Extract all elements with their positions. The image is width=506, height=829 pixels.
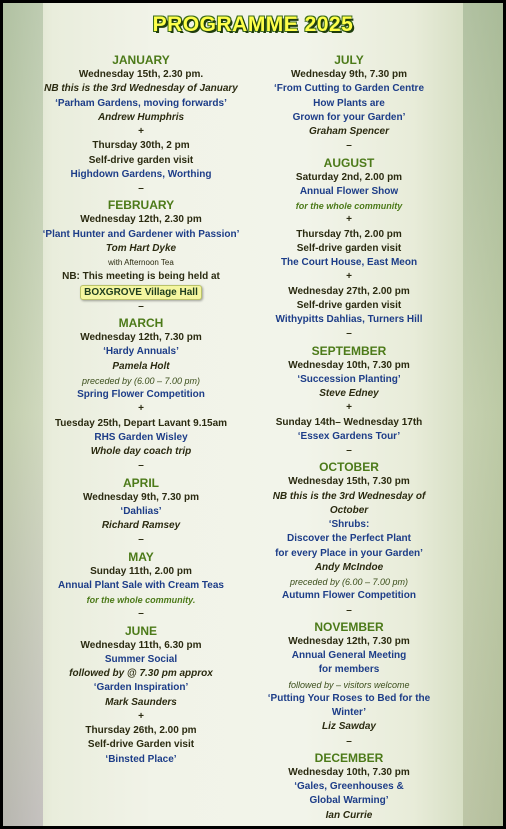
- month-heading: AUGUST: [323, 155, 375, 170]
- event-title: The Court House, East Meon: [280, 257, 418, 268]
- separator: –: [346, 140, 352, 152]
- event-date: Wednesday 15th, 2.30 pm.: [78, 69, 204, 80]
- event-date: Wednesday 12th, 2.30 pm: [80, 214, 202, 226]
- month-heading: MARCH: [118, 316, 164, 330]
- event-date: Wednesday 10th, 7.30 pm: [288, 359, 410, 371]
- event-title: ‘Hardy Annuals’: [103, 346, 179, 358]
- right-column: [229, 51, 469, 823]
- speaker-name: Liz Sawday: [322, 721, 376, 733]
- speaker-name: Andrew Humphris: [97, 111, 185, 123]
- venue-badge-label: BOXGROVE Village Hall: [80, 285, 202, 300]
- event-date: Thursday 26th, 2.00 pm: [85, 725, 197, 736]
- preceded-note: followed by – visitors welcome: [288, 679, 410, 690]
- event-title: Annual General Meeting: [291, 650, 407, 661]
- event-date: Sunday 14th– Wednesday 17th: [275, 416, 423, 428]
- speaker-name: Graham Spencer: [308, 126, 390, 137]
- separator: –: [138, 608, 144, 620]
- separator: –: [138, 534, 144, 546]
- separator: +: [346, 271, 352, 283]
- event-title: ‘Plant Hunter and Gardener with Passion’: [42, 228, 240, 240]
- speaker-name: Andy McIndoe: [314, 561, 384, 573]
- event-title: ‘Shrubs:: [328, 519, 370, 530]
- event-date: Sunday 11th, 2.00 pm: [90, 565, 192, 577]
- separator: –: [346, 604, 352, 616]
- event-date: Self-drive garden visit: [296, 242, 402, 254]
- event-title: ‘Dahlias’: [120, 505, 162, 517]
- separator: +: [138, 403, 144, 415]
- event-date: Wednesday 27th, 2.00 pm: [288, 285, 410, 297]
- month-heading: JANUARY: [112, 53, 170, 67]
- speaker-name: Mark Saunders: [105, 696, 177, 708]
- event-date: Wednesday 12th, 7.30 pm: [80, 332, 202, 343]
- event-title: ‘Garden Inspiration’: [93, 682, 189, 694]
- event-title: Annual Plant Sale with Cream Teas: [58, 579, 224, 591]
- left-column: [21, 51, 261, 767]
- event-title: Winter’: [331, 707, 367, 718]
- event-date: Self-drive garden visit: [296, 299, 402, 311]
- separator: –: [138, 183, 144, 194]
- separator: –: [346, 735, 352, 747]
- event-date: Wednesday 9th, 7.30 pm: [83, 491, 199, 503]
- event-title: ‘Binsted Place’: [105, 753, 177, 765]
- event-date: Thursday 30th, 2 pm: [92, 140, 190, 152]
- separator: –: [138, 460, 144, 472]
- event-date: Self-drive garden visit: [88, 154, 194, 166]
- event-title: ‘Succession Planting’: [297, 373, 401, 385]
- community-note: for the whole community.: [86, 595, 196, 605]
- speaker-name: Tom Hart Dyke: [105, 242, 177, 254]
- event-date: NB: This meeting is being held at: [62, 271, 220, 283]
- separator: +: [346, 402, 352, 414]
- speaker-name: Steve Edney: [319, 388, 379, 399]
- event-title: ‘Parham Gardens, moving forwards’: [55, 97, 227, 109]
- event-date: Wednesday 12th, 7.30 pm: [288, 635, 410, 647]
- month-heading: OCTOBER: [319, 460, 379, 475]
- speaker-name: Richard Ramsey: [101, 520, 181, 531]
- event-date: Wednesday 9th, 7.30 pm: [291, 69, 407, 80]
- event-title: ‘Gales, Greenhouses &: [294, 781, 404, 792]
- speaker-name: Pamela Holt: [112, 360, 170, 372]
- preceded-note: preceded by (6.00 – 7.00 pm): [289, 577, 409, 587]
- event-date: Wednesday 11th, 6.30 pm: [80, 639, 202, 651]
- event-date: Wednesday 15th, 7.30 pm: [288, 476, 410, 488]
- event-title: Discover the Perfect Plant: [287, 533, 411, 545]
- event-date: Saturday 2nd, 2.00 pm: [295, 171, 403, 183]
- event-title: ‘From Cutting to Garden Centre: [274, 83, 424, 95]
- event-date: Self-drive Garden visit: [87, 739, 195, 751]
- event-title: Highdown Gardens, Worthing: [70, 168, 212, 180]
- event-date: Wednesday 10th, 7.30 pm: [288, 766, 410, 778]
- separator: –: [138, 300, 144, 312]
- speaker-name: followed by @ 7.30 pm approx: [69, 668, 213, 679]
- month-heading: JULY: [334, 53, 364, 67]
- event-date: Tuesday 25th, Depart Lavant 9.15am: [54, 417, 228, 429]
- note-text: NB this is the 3rd Wednesday of: [272, 490, 426, 502]
- month-heading: MAY: [128, 549, 154, 564]
- month-heading: SEPTEMBER: [311, 343, 387, 358]
- event-title: for members: [318, 664, 380, 676]
- note-text: NB this is the 3rd Wednesday of January: [44, 83, 238, 95]
- month-heading: JUNE: [124, 623, 157, 638]
- separator: +: [138, 710, 144, 722]
- page-title: PROGRAMME 2025: [152, 13, 354, 36]
- event-title: for every Place in your Garden’: [275, 547, 423, 559]
- preceded-note: preceded by (6.00 – 7.00 pm): [81, 375, 201, 386]
- event-title: Grown for your Garden’: [292, 111, 406, 123]
- event-title: Withypitts Dahlias, Turners Hill: [275, 314, 423, 325]
- separator: –: [346, 445, 352, 456]
- event-title: Spring Flower Competition: [77, 389, 205, 400]
- speaker-name: Ian Currie: [325, 809, 373, 821]
- small-note: with Afternoon Tea: [108, 258, 174, 267]
- separator: +: [138, 126, 144, 137]
- speaker-name: Whole day coach trip: [90, 446, 192, 457]
- month-heading: DECEMBER: [314, 750, 384, 765]
- note-text: October: [329, 504, 369, 516]
- separator: –: [346, 328, 352, 340]
- event-title: How Plants are: [313, 97, 385, 109]
- event-title: Annual Flower Show: [299, 185, 399, 197]
- event-title: Autumn Flower Competition: [282, 590, 416, 602]
- event-title: Global Warming’: [309, 795, 389, 807]
- venue-badge: [21, 285, 261, 300]
- month-heading: NOVEMBER: [314, 619, 384, 634]
- programme-page: [3, 3, 503, 826]
- event-title: ‘Essex Gardens Tour’: [297, 430, 401, 442]
- month-heading: FEBRUARY: [107, 198, 175, 213]
- month-heading: APRIL: [123, 475, 159, 490]
- event-title: Summer Social: [104, 653, 178, 665]
- event-title: ‘Putting Your Roses to Bed for the: [267, 692, 431, 704]
- event-title: RHS Garden Wisley: [94, 431, 188, 443]
- event-date: Thursday 7th, 2.00 pm: [296, 228, 402, 240]
- separator: +: [346, 214, 352, 226]
- community-note: for the whole community: [295, 201, 403, 211]
